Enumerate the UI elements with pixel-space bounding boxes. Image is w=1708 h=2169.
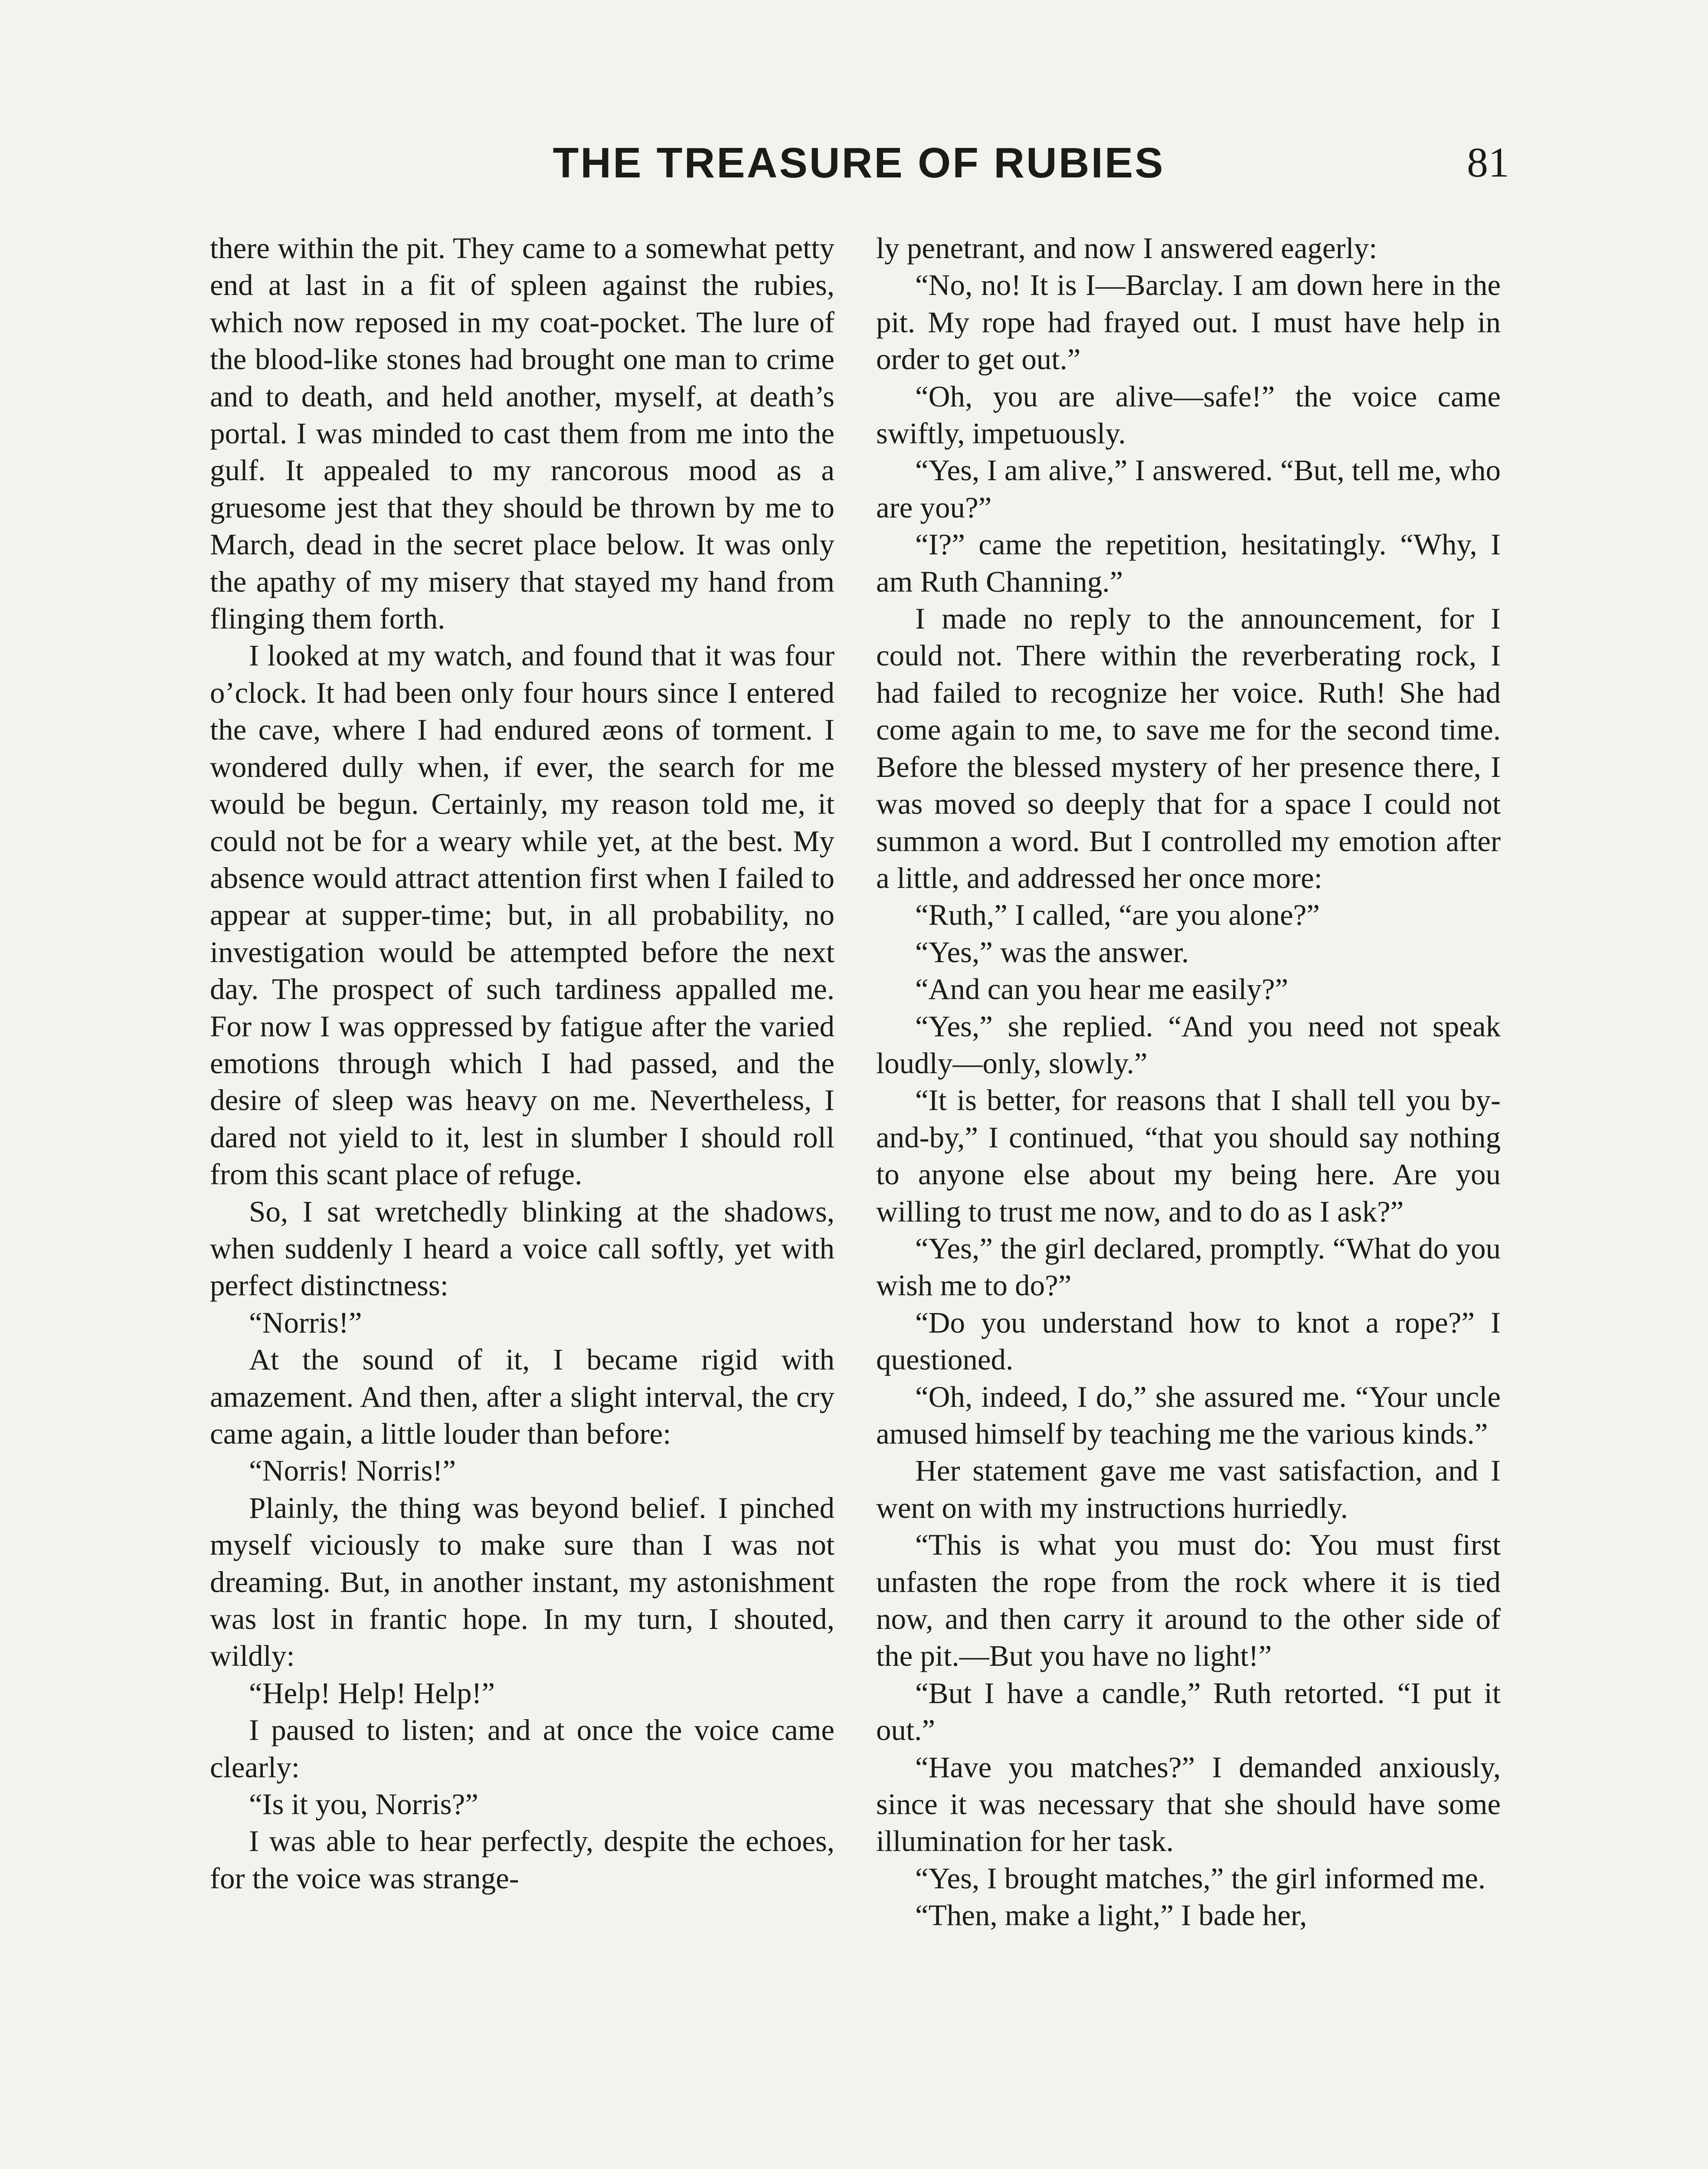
paragraph: “Yes,” the girl declared, promptly. “What do you wish me to do?” <box>876 1232 1501 1302</box>
paragraph: Plainly, the thing was beyond belief. I pinched myself viciously to make sure than I was not dreaming. But, in another instant, my astonishment was lost in frantic hope. In my turn, I shouted, wildly: <box>210 1491 834 1673</box>
paragraph: “Norris!” <box>249 1306 362 1339</box>
paragraph: “Yes, I am alive,” I answered. “But, tell me, who are you?” <box>876 454 1501 524</box>
paragraph: I looked at my watch, and found that it was four o’clock. It had been only four hours since I entered the cave, where I had endured æons of torment. I wondered dully when, if ever, the search for me would be begun. Certainly, my reason told me, it could not be for a weary while yet, at the best. My absence would attract attention first when I failed to appear at supper-time; but, in all probability, no investigation would be attempted before the next day. The prospect of such tardiness appalled me. For now I was oppressed by fatigue after the varied emotions through which I had passed, and the desire of sleep was heavy on me. Nevertheless, I dared not yield to it, lest in slumber I should roll from this scant place of refuge. <box>210 639 834 1191</box>
running-title: THE TREASURE OF RUBIES <box>553 139 1165 187</box>
paragraph: I made no reply to the announcement, for I could not. There within the reverberating rock, I had failed to recognize her voice. Ruth! She had come again to me, to save me for the second time. Before the blessed mystery of her presence there, I was moved so deeply that for a space I could not summon a word. But I controlled my emotion after a little, and addressed her once more: <box>876 602 1501 894</box>
paragraph: I was able to hear perfectly, despite the echoes, for the voice was strange- <box>210 1825 834 1895</box>
right-column <box>876 230 1501 1934</box>
paragraph: “Is it you, Norris?” <box>249 1788 478 1821</box>
paragraph: I paused to listen; and at once the voice came clearly: <box>210 1714 834 1784</box>
paragraph: “Oh, indeed, I do,” she assured me. “Your uncle amused himself by teaching me the various kinds.” <box>876 1380 1501 1450</box>
paragraph: “But I have a candle,” Ruth retorted. “I put it out.” <box>876 1676 1501 1747</box>
paragraph: “I?” came the repetition, hesitatingly. “Why, I am Ruth Channing.” <box>876 528 1501 598</box>
paragraph: “Yes,” was the answer. <box>915 935 1189 969</box>
paragraph: “And can you hear me easily?” <box>915 973 1289 1006</box>
page-header <box>208 130 1509 200</box>
paragraph: At the sound of it, I became rigid with amazement. And then, after a slight interval, the cry came again, a little louder than before: <box>210 1343 834 1450</box>
paragraph: So, I sat wretchedly blinking at the shadows, when suddenly I heard a voice call softly, yet with perfect distinctness: <box>210 1195 834 1302</box>
paragraph: “Oh, you are alive—safe!” the voice came swiftly, impetuously. <box>876 380 1501 450</box>
paragraph: ly penetrant, and now I answered eagerly: <box>876 232 1378 265</box>
paragraph: “Ruth,” I called, “are you alone?” <box>915 898 1320 932</box>
paragraph: “Norris! Norris!” <box>249 1454 456 1488</box>
paragraph: “Help! Help! Help!” <box>249 1676 495 1710</box>
paragraph: “Do you understand how to knot a rope?” I questioned. <box>876 1306 1501 1376</box>
left-column <box>210 230 834 1897</box>
paragraph: “Then, make a light,” I bade her, <box>915 1899 1307 1932</box>
paragraph: “Yes, I brought matches,” the girl informed me. <box>915 1861 1486 1895</box>
page-number: 81 <box>1467 139 1509 186</box>
paragraph: “Yes,” she replied. “And you need not speak loudly—only, slowly.” <box>876 1009 1501 1080</box>
paragraph: “This is what you must do: You must first unfasten the rope from the rock where it is tied now, and then carry it around to the other side of the pit.—But you have no light!” <box>876 1528 1501 1673</box>
paragraph: “Have you matches?” I demanded anxiously, since it was necessary that she should have some illumination for her task. <box>876 1750 1501 1858</box>
paragraph: “It is better, for reasons that I shall tell you by-and-by,” I continued, “that you should say nothing to anyone else about my being here. Are you willing to trust me now, and to do as I ask?” <box>876 1084 1501 1228</box>
paragraph: “No, no! It is I—Barclay. I am down here in the pit. My rope had frayed out. I must have help in order to get out.” <box>876 269 1501 376</box>
paragraph: Her statement gave me vast satisfaction, and I went on with my instructions hurriedly. <box>876 1454 1501 1524</box>
paragraph: there within the pit. They came to a somewhat petty end at last in a fit of spleen against the rubies, which now reposed in my coat-pocket. The lure of the blood-like stones had brought one man to crime and to death, and held another, myself, at death’s portal. I was minded to cast them from me into the gulf. It appealed to my rancorous mood as a gruesome jest that they should be thrown by me to March, dead in the secret place below. It was only the apathy of my misery that stayed my hand from flinging them forth. <box>210 232 834 636</box>
